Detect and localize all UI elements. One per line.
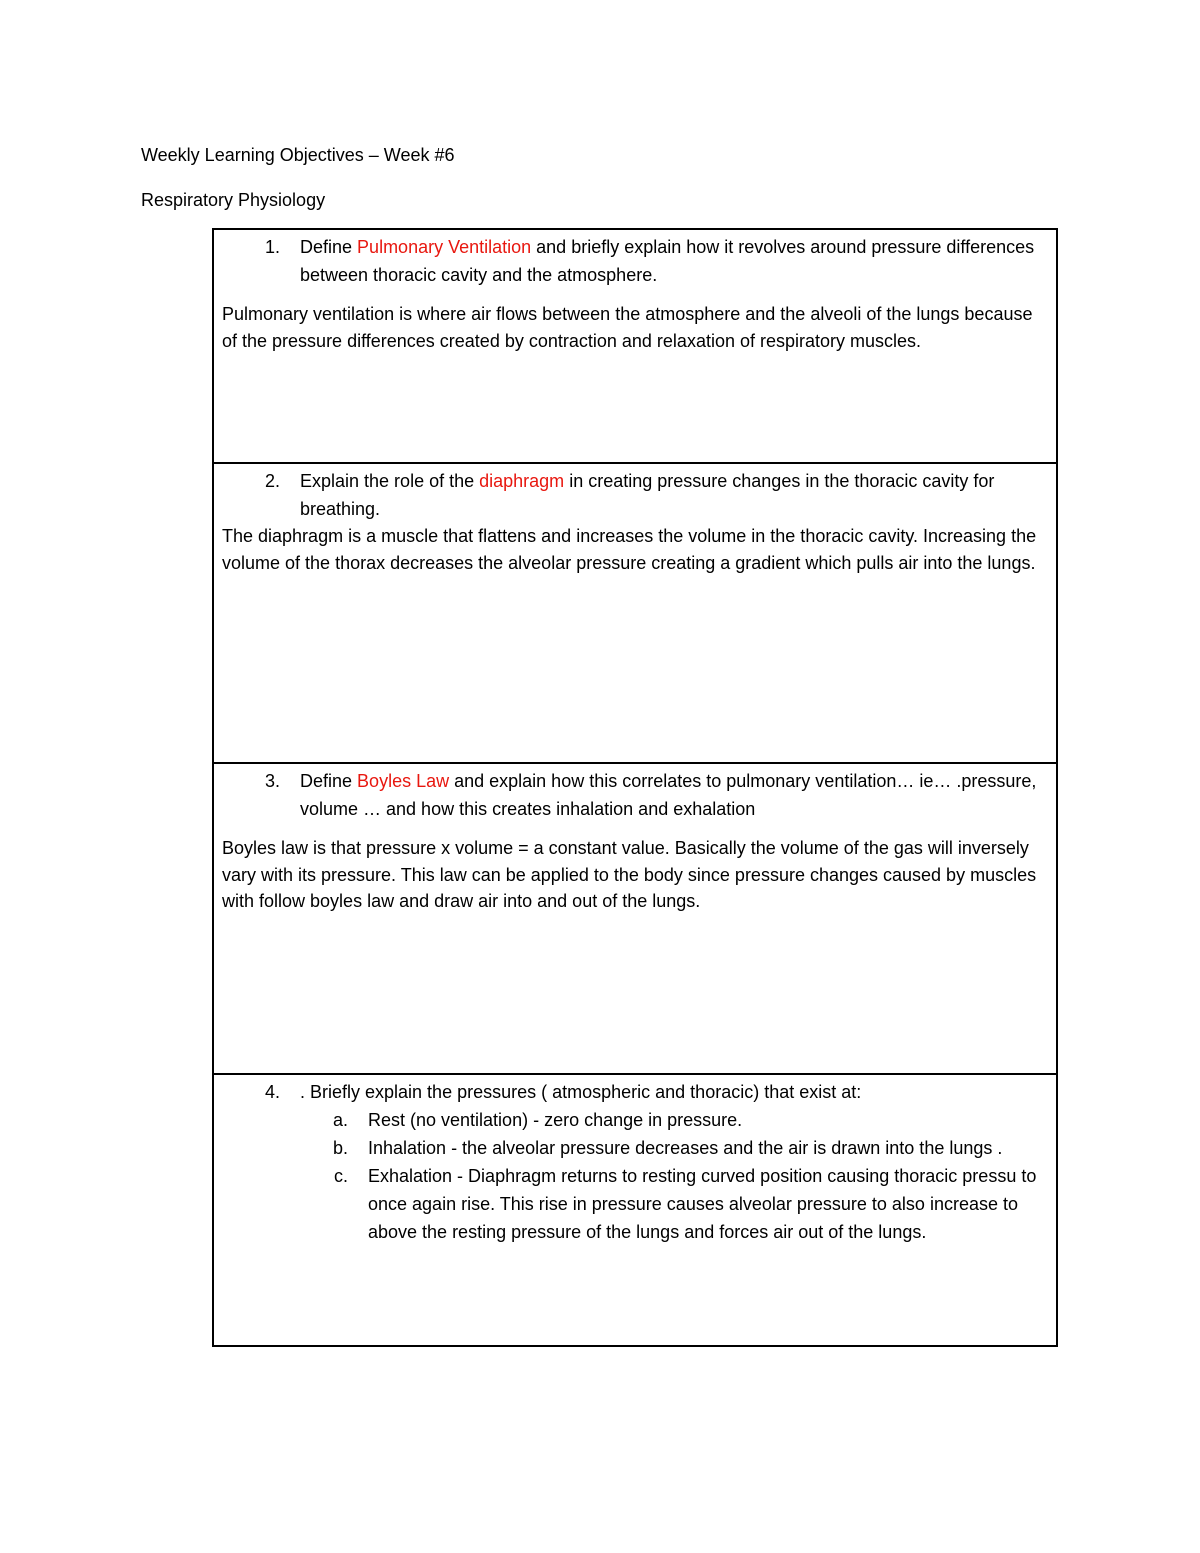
question-2: [222, 467, 1048, 523]
sub-item-letter: a.: [332, 1110, 348, 1130]
question-text: [300, 767, 1048, 823]
question-suffix: and briefly explain how it revolves around pressure differences between thoracic cavity and the atmosphere.: [300, 237, 1035, 285]
highlighted-term: diaphragm: [479, 471, 565, 491]
sub-item-a: [222, 1106, 1048, 1134]
question-suffix: and explain how this correlates to pulmonary ventilation… ie… .pressure, volume … and how this creates inhalation and exhalation: [300, 771, 1037, 819]
sub-item-c: [222, 1162, 1048, 1246]
answer-1: Pulmonary ventilation is where air flows between the atmosphere and the alveoli of the lungs because of the pressure differences created by contraction and relaxation of respiratory muscles.: [222, 304, 1033, 351]
question-cell-1: [213, 229, 1057, 463]
question-row-4: [213, 1074, 1057, 1346]
document-title: Weekly Learning Objectives – Week #6: [141, 145, 455, 165]
objectives-table: [212, 228, 1058, 1347]
question-number: 2.: [264, 471, 280, 491]
document-subtitle: Respiratory Physiology: [141, 190, 326, 210]
question-prefix: Define: [300, 237, 358, 257]
question-number: 4.: [264, 1082, 280, 1102]
answer-2: The diaphragm is a muscle that flattens and increases the volume in the thoracic cavity. Increasing the volume of the thorax decreases the alveolar pressure creating a gradient which pulls air into the lungs.: [222, 526, 1037, 573]
question-number: 3.: [264, 771, 280, 791]
question-suffix: in creating pressure changes in the thoracic cavity for breathing.: [300, 471, 995, 519]
question-cell-2: [213, 463, 1057, 763]
sub-item-text: Inhalation - the alveolar pressure decreases and the air is drawn into the lungs .: [368, 1138, 1003, 1158]
question-prefix: Define: [300, 771, 358, 791]
question-1: [222, 233, 1048, 289]
question-4: [222, 1078, 1048, 1106]
question-prefix: Explain the role of the: [300, 471, 480, 491]
sub-item-b: [222, 1134, 1048, 1162]
question-3: [222, 767, 1048, 823]
question-text: [300, 467, 1048, 523]
question-cell-4: [213, 1074, 1057, 1346]
question-row-2: [213, 463, 1057, 763]
question-row-1: [213, 229, 1057, 463]
question-text: . Briefly explain the pressures ( atmospheric and thoracic) that exist at:: [300, 1082, 862, 1102]
question-cell-3: [213, 763, 1057, 1074]
question-text: [300, 233, 1048, 289]
answer-3: Boyles law is that pressure x volume = a constant value. Basically the volume of the gas will inversely vary with its pressure. This law can be applied to the body since pressure changes caused by muscles with follow boyles law and draw air into and out of the lungs.: [222, 838, 1037, 911]
sub-item-text: Exhalation - Diaphragm returns to resting curved position causing thoracic pressu to once again rise. This rise in pressure causes alveolar pressure to also increase to above the resting pressure of the lungs and forces air out of the lungs.: [368, 1166, 1037, 1242]
question-number: 1.: [264, 237, 280, 257]
sub-item-letter: b.: [332, 1138, 348, 1158]
highlighted-term: Boyles Law: [357, 771, 450, 791]
highlighted-term: Pulmonary Ventilation: [357, 237, 532, 257]
sub-item-text: Rest (no ventilation) - zero change in pressure.: [368, 1110, 743, 1130]
question-row-3: [213, 763, 1057, 1074]
sub-item-letter: c.: [333, 1166, 348, 1186]
